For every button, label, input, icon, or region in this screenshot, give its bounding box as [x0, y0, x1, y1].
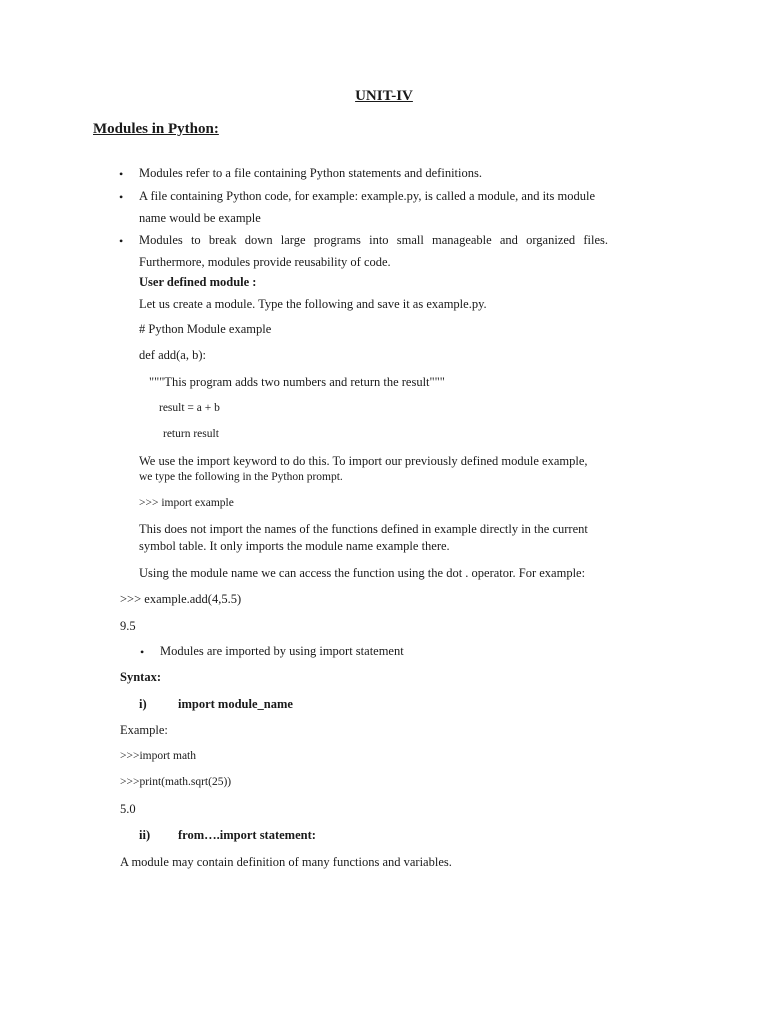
code-line: def add(a, b):: [139, 348, 206, 362]
bullet-text: Modules refer to a file containing Python statements and definitions.: [139, 166, 482, 180]
bullet-marker: •: [140, 645, 145, 659]
subheading-syntax: Syntax:: [120, 670, 161, 684]
subheading-user-defined-module: User defined module :: [139, 275, 257, 289]
code-line: >>> example.add(4,5.5): [120, 592, 242, 606]
code-line: # Python Module example: [139, 322, 272, 336]
code-output: 9.5: [120, 619, 136, 633]
bullet-text-continuation: Furthermore, modules provide reusability of code.: [139, 255, 391, 269]
unit-title: UNIT-IV: [355, 88, 413, 104]
bullet-text: A file containing Python code, for example: example.py, is called a module, and its module: [139, 189, 596, 203]
list-number: i): [139, 697, 147, 711]
code-line: >>> import example: [139, 497, 234, 509]
code-output: 5.0: [120, 802, 136, 816]
bullet-text: Modules are imported by using import statement: [160, 644, 404, 658]
example-label: Example:: [120, 723, 168, 737]
paragraph: This does not import the names of the functions defined in example directly in the current: [139, 522, 588, 536]
paragraph: We use the import keyword to do this. To import our previously defined module example,: [139, 454, 588, 468]
bullet-text-continuation: name would be example: [139, 211, 261, 225]
paragraph: A module may contain definition of many functions and variables.: [120, 855, 452, 869]
paragraph: symbol table. It only imports the module name example there.: [139, 539, 450, 553]
syntax-item: import module_name: [178, 697, 293, 711]
paragraph: Let us create a module. Type the following and save it as example.py.: [139, 297, 487, 311]
code-line: """This program adds two numbers and return the result""": [149, 375, 445, 389]
paragraph: we type the following in the Python prompt.: [139, 471, 343, 483]
bullet-text: Modules to break down large programs into small manageable and organized files.: [139, 233, 608, 247]
code-line: >>>print(math.sqrt(25)): [120, 776, 232, 788]
code-line: >>>import math: [120, 750, 196, 762]
list-number: ii): [139, 828, 151, 842]
paragraph: Using the module name we can access the function using the dot . operator. For example:: [139, 566, 586, 580]
bullet-marker: •: [119, 167, 124, 181]
code-line: return result: [163, 428, 219, 440]
bullet-marker: •: [119, 190, 124, 204]
code-line: result = a + b: [159, 402, 220, 414]
syntax-item: from….import statement:: [178, 828, 316, 842]
section-title: Modules in Python:: [93, 121, 219, 137]
bullet-marker: •: [119, 234, 124, 248]
